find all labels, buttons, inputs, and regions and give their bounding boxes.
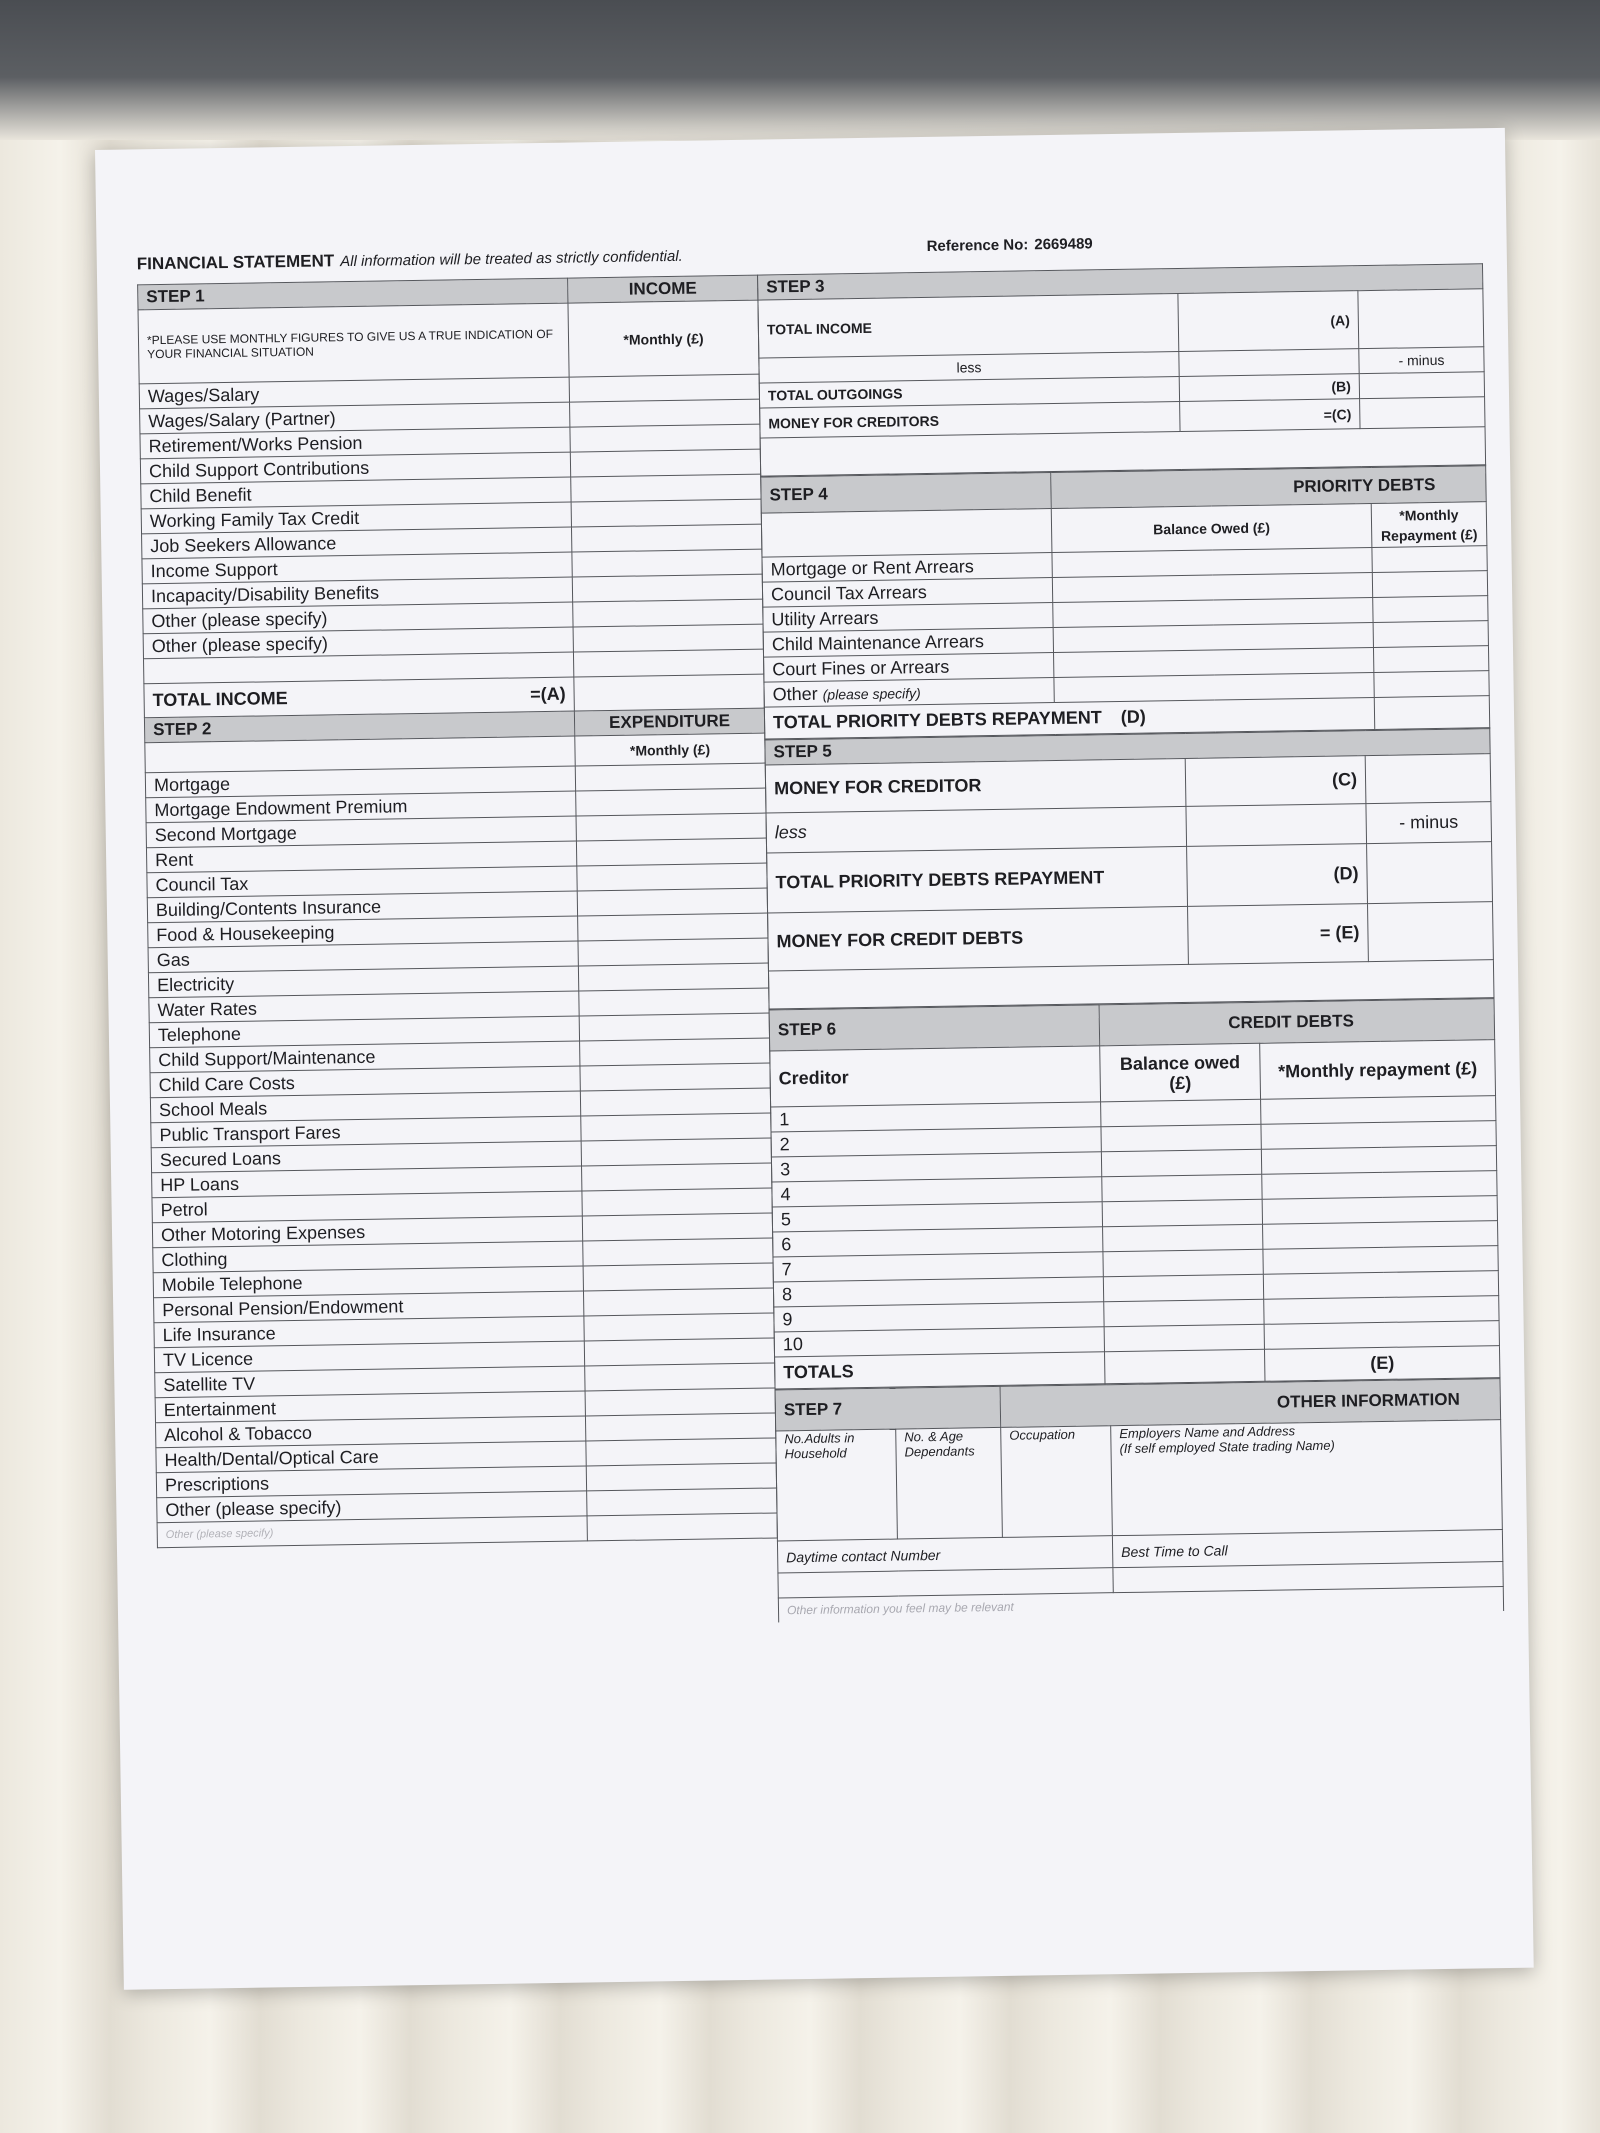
- expenditure-value[interactable]: [577, 888, 767, 916]
- creditor-repayment[interactable]: [1264, 1321, 1499, 1350]
- expenditure-value[interactable]: [577, 863, 767, 891]
- expenditure-label: Clothing: [153, 1241, 583, 1273]
- income-value[interactable]: [570, 399, 760, 427]
- expenditure-value[interactable]: [580, 1088, 770, 1116]
- income-label: Incapacity/Disability Benefits: [142, 577, 572, 609]
- expenditure-label: Mortgage Endowment Premium: [146, 791, 576, 823]
- expenditure-value[interactable]: [581, 1138, 771, 1166]
- step3-code-a: (A): [1178, 291, 1359, 352]
- income-heading: INCOME: [568, 275, 758, 303]
- income-value[interactable]: [573, 649, 763, 677]
- expenditure-label: Public Transport Fares: [151, 1116, 581, 1148]
- income-value[interactable]: [571, 499, 761, 527]
- step4-blank-header: [761, 509, 1052, 558]
- step1-label: STEP 1: [138, 278, 568, 310]
- expenditure-value[interactable]: [583, 1238, 773, 1266]
- step3-total-income-value[interactable]: [1358, 289, 1484, 349]
- expenditure-label: Alcohol & Tobacco: [155, 1416, 585, 1448]
- step3-less: less: [759, 352, 1179, 384]
- expenditure-label: Other (please specify): [157, 1491, 587, 1523]
- creditor-balance[interactable]: [1104, 1299, 1264, 1327]
- creditor-label: 1: [771, 1102, 1101, 1132]
- creditor-balance[interactable]: [1101, 1124, 1261, 1152]
- step5-code-c: (C): [1185, 756, 1366, 807]
- dark-background: [0, 0, 1600, 140]
- step6-table: [769, 998, 1501, 1389]
- employer-note: (If self employed State trading Name): [1119, 1437, 1335, 1457]
- other-information-heading: OTHER INFORMATION: [1000, 1379, 1501, 1428]
- form-sheet: [95, 128, 1534, 1990]
- income-table: [137, 275, 778, 1549]
- adults-in-household: No.Adults in Household: [776, 1429, 898, 1541]
- income-value[interactable]: [571, 474, 761, 502]
- creditor-repayment[interactable]: [1261, 1096, 1496, 1125]
- priority-other-hint: (please specify): [822, 684, 921, 703]
- expenditure-label: Rent: [146, 841, 576, 873]
- expenditure-label: Mortgage: [145, 766, 575, 798]
- creditor-balance[interactable]: [1102, 1174, 1262, 1202]
- step4-label: STEP 4: [761, 473, 1052, 514]
- reference-number: [926, 235, 1092, 255]
- best-time-to-call: Best Time to Call: [1112, 1530, 1502, 1568]
- income-label: Child Support Contributions: [140, 452, 570, 484]
- expenditure-value[interactable]: [584, 1313, 774, 1341]
- credit-totals-code: (E): [1264, 1346, 1500, 1382]
- creditor-repayment[interactable]: [1261, 1121, 1496, 1150]
- expenditure-heading: EXPENDITURE: [574, 708, 764, 736]
- credit-debts-heading: CREDIT DEBTS: [1099, 999, 1495, 1046]
- expenditure-value[interactable]: [585, 1363, 775, 1391]
- expenditure-label: Gas: [148, 941, 578, 973]
- expenditure-value[interactable]: [584, 1338, 774, 1366]
- step5-money-for-credit-debts-value[interactable]: [1367, 902, 1493, 962]
- expenditure-label: Secured Loans: [151, 1141, 581, 1173]
- step3-label: STEP 3: [758, 264, 1483, 300]
- step3-table: [757, 263, 1486, 476]
- expenditure-label: School Meals: [150, 1091, 580, 1123]
- step5-total-priority-value[interactable]: [1367, 842, 1493, 904]
- priority-other-label: Other: [772, 683, 818, 704]
- step3-minus: - minus: [1359, 347, 1484, 374]
- right-column: [757, 263, 1503, 1622]
- creditor-balance[interactable]: [1101, 1149, 1261, 1177]
- expenditure-value[interactable]: [578, 938, 768, 966]
- expenditure-value[interactable]: [576, 813, 766, 841]
- expenditure-label: TV Licence: [154, 1341, 584, 1373]
- priority-label: Mortgage or Rent Arrears: [762, 553, 1052, 583]
- expenditure-value[interactable]: [582, 1163, 772, 1191]
- step7-label: STEP 7: [775, 1386, 1001, 1431]
- expenditure-value[interactable]: [582, 1188, 772, 1216]
- priority-total-value[interactable]: [1374, 696, 1489, 730]
- expenditure-label: Food & Housekeeping: [148, 916, 578, 948]
- expenditure-value[interactable]: [578, 913, 768, 941]
- credit-totals-balance[interactable]: [1105, 1349, 1265, 1384]
- creditor-repayment[interactable]: [1264, 1296, 1499, 1325]
- step3-total-outgoings-value[interactable]: [1359, 372, 1484, 399]
- daytime-contact: Daytime contact Number: [777, 1536, 1112, 1573]
- creditor-repayment[interactable]: [1262, 1196, 1497, 1225]
- step5-total-priority: TOTAL PRIORITY DEBTS REPAYMENT: [767, 846, 1188, 913]
- expenditure-value[interactable]: [581, 1113, 771, 1141]
- expenditure-label: Life Insurance: [154, 1316, 584, 1348]
- confidentiality-note: All information will be treated as strictly confidential.: [340, 247, 683, 271]
- priority-repayment[interactable]: [1373, 646, 1488, 673]
- expenditure-value[interactable]: [583, 1263, 773, 1291]
- step6-label: STEP 6: [769, 1005, 1100, 1051]
- creditor-balance[interactable]: [1101, 1099, 1261, 1127]
- creditor-repayment[interactable]: [1263, 1271, 1498, 1300]
- expenditure-label: Prescriptions: [156, 1466, 586, 1498]
- expenditure-value[interactable]: [580, 1038, 770, 1066]
- expenditure-label: Mobile Telephone: [153, 1266, 583, 1298]
- creditor-repayment[interactable]: [1263, 1221, 1498, 1250]
- expenditure-value[interactable]: [578, 963, 768, 991]
- expenditure-value[interactable]: [587, 1488, 777, 1516]
- occupation: Occupation: [1001, 1426, 1113, 1538]
- expenditure-label: Building/Contents Insurance: [147, 891, 577, 923]
- creditor-balance[interactable]: [1103, 1224, 1263, 1252]
- expenditure-label: Other Motoring Expenses: [152, 1216, 582, 1248]
- income-value[interactable]: [571, 524, 761, 552]
- expenditure-monthly-header: *Monthly (£): [575, 733, 765, 766]
- expenditure-label: Entertainment: [155, 1391, 585, 1423]
- creditor-label: 7: [773, 1252, 1103, 1282]
- creditor-label: 9: [774, 1302, 1104, 1332]
- priority-debts-heading: PRIORITY DEBTS: [1051, 466, 1487, 509]
- income-label: Other (please specify): [143, 627, 573, 659]
- creditor-repayment[interactable]: [1261, 1146, 1496, 1175]
- financial-statement-form: [136, 223, 1503, 1632]
- income-label: Wages/Salary: [139, 377, 569, 409]
- total-income-label: TOTAL INCOME: [152, 688, 288, 711]
- income-label: Child Benefit: [141, 477, 571, 509]
- creditor-balance[interactable]: [1104, 1324, 1264, 1352]
- expenditure-label: Council Tax: [147, 866, 577, 898]
- creditor-repayment[interactable]: [1262, 1171, 1497, 1200]
- step5-code-e: = (E): [1188, 904, 1369, 965]
- step5-money-for-creditor: MONEY FOR CREDITOR: [765, 758, 1186, 813]
- left-column: [137, 275, 777, 1549]
- reference-value: 2669489: [1034, 235, 1093, 254]
- expenditure-value[interactable]: [580, 1063, 770, 1091]
- expenditure-value[interactable]: [575, 763, 765, 791]
- step3-money-for-creditors-value[interactable]: [1360, 397, 1485, 429]
- expenditure-value[interactable]: [579, 988, 769, 1016]
- priority-repayment[interactable]: [1372, 546, 1487, 573]
- employer-label: Employers Name and Address: [1119, 1423, 1296, 1442]
- total-income-code: =(A): [529, 683, 566, 705]
- creditor-label: 6: [773, 1227, 1103, 1257]
- reference-label: Reference No:: [926, 236, 1029, 255]
- other-info-hint: Other information you feel may be relevant: [778, 1587, 1503, 1623]
- income-label: Wages/Salary (Partner): [140, 402, 570, 434]
- income-value[interactable]: [570, 449, 760, 477]
- priority-other-repayment[interactable]: [1374, 671, 1489, 698]
- credit-balance-header: Balance owed (£): [1100, 1043, 1261, 1102]
- creditor-balance[interactable]: [1103, 1274, 1263, 1302]
- priority-label: Court Fines or Arrears: [764, 653, 1054, 683]
- expenditure-label: HP Loans: [152, 1166, 582, 1198]
- income-monthly-header: *Monthly (£): [568, 300, 759, 377]
- creditor-label: 3: [771, 1152, 1101, 1182]
- expenditure-value[interactable]: [576, 788, 766, 816]
- priority-label: Child Maintenance Arrears: [763, 628, 1053, 658]
- expenditure-label: Satellite TV: [155, 1366, 585, 1398]
- step7-table: [775, 1378, 1505, 1622]
- priority-total-code: (D): [1120, 706, 1146, 727]
- income-label: Retirement/Works Pension: [140, 427, 570, 459]
- expenditure-value[interactable]: [585, 1388, 775, 1416]
- creditor-balance[interactable]: [1103, 1249, 1263, 1277]
- step4-table: [760, 465, 1490, 739]
- total-income-value[interactable]: [574, 674, 765, 711]
- expenditure-label: Personal Pension/Endowment: [154, 1291, 584, 1323]
- monthly-note: *PLEASE USE MONTHLY FIGURES TO GIVE US A TRUE INDICATION OF YOUR FINANCIAL SITUATION: [138, 303, 569, 384]
- step3-total-income: TOTAL INCOME: [758, 294, 1179, 359]
- form-title-text: FINANCIAL STATEMENT: [136, 251, 335, 274]
- step3-money-for-creditors: MONEY FOR CREDITORS: [760, 401, 1180, 438]
- creditor-header: Creditor: [770, 1046, 1101, 1107]
- expenditure-label: Petrol: [152, 1191, 582, 1223]
- income-value[interactable]: [573, 624, 763, 652]
- step3-code-b: (B): [1179, 374, 1359, 402]
- income-value[interactable]: [569, 374, 759, 402]
- step5-table: [764, 728, 1494, 1009]
- income-value[interactable]: [573, 599, 763, 627]
- creditor-label: 5: [772, 1202, 1102, 1232]
- income-value[interactable]: [572, 574, 762, 602]
- income-label: Other (please specify): [143, 602, 573, 634]
- priority-label: Utility Arrears: [763, 603, 1053, 633]
- expenditure-label: Health/Dental/Optical Care: [156, 1441, 586, 1473]
- expenditure-value[interactable]: [582, 1213, 772, 1241]
- income-value[interactable]: [572, 549, 762, 577]
- credit-totals-label: TOTALS: [775, 1352, 1105, 1389]
- creditor-balance[interactable]: [1102, 1199, 1262, 1227]
- income-label: Working Family Tax Credit: [141, 502, 571, 534]
- priority-total-label: TOTAL PRIORITY DEBTS REPAYMENT: [772, 707, 1102, 733]
- form-title: [137, 246, 683, 275]
- expenditure-value[interactable]: [576, 838, 766, 866]
- step2-label: STEP 2: [144, 711, 574, 743]
- expenditure-label: Water Rates: [149, 991, 579, 1023]
- step5-money-for-creditor-value[interactable]: [1365, 754, 1491, 804]
- step3-less-blank: [1179, 349, 1359, 377]
- expenditure-label: Child Care Costs: [150, 1066, 580, 1098]
- priority-balance-header: Balance Owed (£): [1051, 503, 1372, 552]
- priority-repayment[interactable]: [1373, 621, 1488, 648]
- cut-off-row: Other (please specify): [157, 1516, 587, 1548]
- step5-money-for-credit-debts: MONEY FOR CREDIT DEBTS: [768, 906, 1189, 971]
- step3-total-outgoings: TOTAL OUTGOINGS: [759, 376, 1179, 408]
- priority-label: Council Tax Arrears: [762, 578, 1052, 608]
- step5-minus: - minus: [1366, 802, 1492, 844]
- income-label: Job Seekers Allowance: [142, 527, 572, 559]
- dependants: No. & Age Dependants: [896, 1427, 1003, 1539]
- employer-cell: [1111, 1420, 1503, 1536]
- income-label: Income Support: [142, 552, 572, 584]
- expenditure-value[interactable]: [586, 1438, 776, 1466]
- creditor-label: 10: [774, 1327, 1104, 1357]
- step5-less-blank: [1186, 804, 1367, 847]
- expenditure-value[interactable]: [585, 1413, 775, 1441]
- creditor-repayment[interactable]: [1263, 1246, 1498, 1275]
- expenditure-label: Child Support/Maintenance: [150, 1041, 580, 1073]
- creditor-label: 8: [773, 1277, 1103, 1307]
- credit-repayment-header: *Monthly repayment (£): [1260, 1040, 1496, 1100]
- expenditure-label: Second Mortgage: [146, 816, 576, 848]
- expenditure-value[interactable]: [586, 1463, 776, 1491]
- income-value[interactable]: [570, 424, 760, 452]
- priority-repayment[interactable]: [1372, 571, 1487, 598]
- creditor-label: 4: [772, 1177, 1102, 1207]
- creditor-label: 2: [771, 1127, 1101, 1157]
- expenditure-value[interactable]: [579, 1013, 769, 1041]
- expenditure-value[interactable]: [583, 1288, 773, 1316]
- expenditure-label: Telephone: [149, 1016, 579, 1048]
- step3-code-c: =(C): [1180, 399, 1360, 432]
- expenditure-label: Electricity: [148, 966, 578, 998]
- cut-off-cell: [587, 1513, 777, 1541]
- step5-less: less: [766, 806, 1187, 853]
- priority-repayment[interactable]: [1373, 596, 1488, 623]
- step5-code-d: (D): [1187, 844, 1368, 907]
- priority-repayment-header: *Monthly Repayment (£): [1371, 502, 1487, 548]
- step5-label: STEP 5: [765, 729, 1490, 765]
